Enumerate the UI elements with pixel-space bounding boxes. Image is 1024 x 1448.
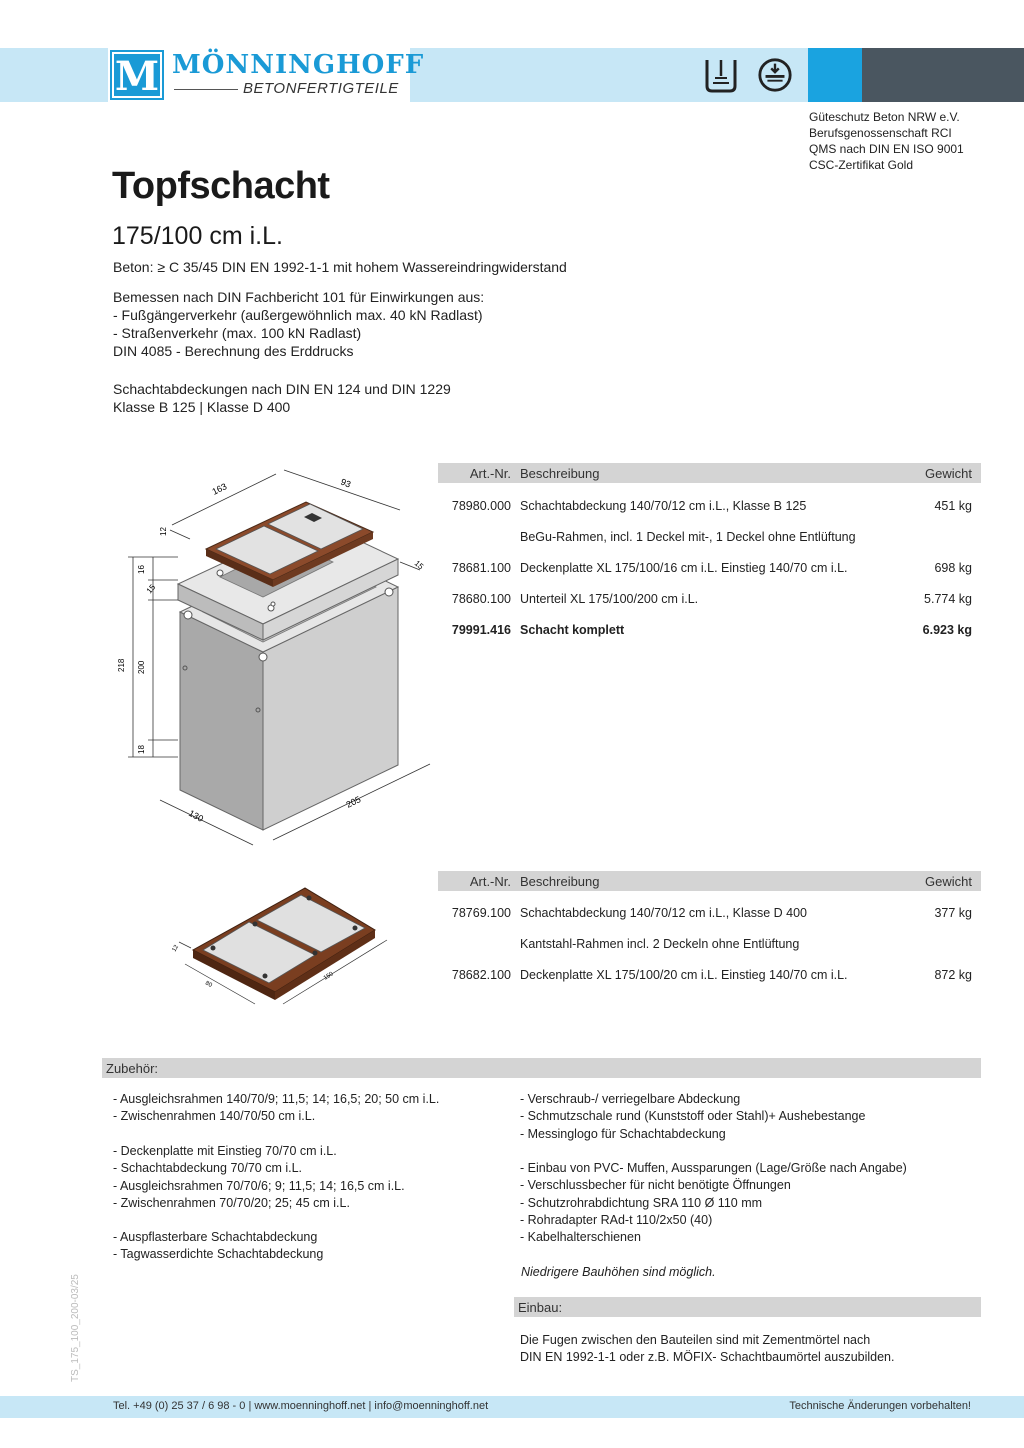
- dim-slab-height-2: 15: [144, 582, 158, 596]
- cert-line: QMS nach DIN EN ISO 9001: [809, 142, 964, 156]
- cert-line: Berufsgenossenschaft RCI: [809, 126, 952, 140]
- list-item: - Schachtabdeckung 70/70 cm i.L.: [113, 1161, 303, 1176]
- logo-subtitle: BETONFERTIGTEILE: [243, 80, 399, 97]
- description: Schacht komplett: [520, 623, 625, 637]
- dim-base-width: 130: [187, 807, 206, 824]
- description: Deckenplatte XL 175/100/16 cm i.L. Einstieg 140/70 cm i.L.: [520, 561, 848, 575]
- height-note: Niedrigere Bauhöhen sind möglich.: [521, 1265, 716, 1279]
- dim-top-length: 163: [210, 481, 229, 497]
- accessories-left-group-2: [113, 1143, 405, 1212]
- accessories-right-group-2: [520, 1160, 907, 1246]
- dim-base-height: 18: [137, 745, 146, 754]
- dim-right-height: 15: [412, 558, 426, 572]
- dim-total-height: 218: [117, 658, 126, 672]
- weight: 377 kg: [934, 906, 972, 920]
- table-row: [438, 530, 981, 548]
- dim-cover-height: 12: [159, 527, 168, 536]
- dim-slab-height: 16: [137, 565, 146, 574]
- dim-length: 150: [322, 971, 335, 982]
- accessories-right-group-1: [520, 1091, 865, 1143]
- concrete-spec: Beton: ≥ C 35/45 DIN EN 1992-1-1 mit hohem Wassereindringwiderstand: [113, 259, 567, 275]
- table-header: [438, 463, 981, 483]
- install-text: [520, 1332, 894, 1367]
- page-subtitle: 175/100 cm i.L.: [112, 222, 283, 250]
- accessories-label: Zubehör:: [106, 1061, 159, 1076]
- col-art-header: Art.-Nr.: [469, 874, 511, 889]
- weight: 5.774 kg: [924, 592, 972, 606]
- dim-height: 12: [171, 944, 181, 953]
- list-item: - Verschlussbecher für nicht benötigte Öffnungen: [520, 1178, 791, 1193]
- description: Kantstahl-Rahmen incl. 2 Deckeln ohne Entlüftung: [520, 937, 800, 951]
- dim-base-length: 205: [344, 794, 363, 810]
- list-item: - Zwischenrahmen 70/70/20; 25; 45 cm i.L.: [113, 1195, 350, 1210]
- cover-spec: [113, 380, 451, 416]
- weight: 6.923 kg: [922, 623, 972, 637]
- footer: [0, 1396, 1024, 1418]
- description: Unterteil XL 175/100/200 cm i.L.: [520, 592, 699, 606]
- logo-divider: [174, 89, 238, 90]
- dim-top-width: 93: [339, 476, 353, 490]
- design-line: - Straßenverkehr (max. 100 kN Radlast): [113, 325, 362, 341]
- design-line: - Fußgängerverkehr (außergewöhnlich max. 40 kN Radlast): [113, 307, 483, 323]
- art-number: 79991.416: [451, 623, 511, 637]
- logo-mark: M: [112, 52, 162, 98]
- install-section-bar: [514, 1297, 981, 1317]
- table-header: [438, 871, 981, 891]
- footer-notice: Technische Änderungen vorbehalten!: [789, 1400, 971, 1412]
- accessories-section-bar: [102, 1058, 981, 1078]
- cover-line: Schachtabdeckungen nach DIN EN 124 und DIN 1229: [113, 381, 451, 397]
- list-item: - Auspflasterbare Schachtabdeckung: [113, 1230, 318, 1244]
- certifications: [809, 109, 964, 173]
- list-item: - Verschraub-/ verriegelbare Abdeckung: [520, 1092, 741, 1106]
- art-number: 78769.100: [451, 906, 511, 920]
- list-item: - Schmutzschale rund (Kunststoff oder Stahl)+ Aushebestange: [520, 1109, 866, 1124]
- description: Deckenplatte XL 175/100/20 cm i.L. Einstieg 140/70 cm i.L.: [520, 968, 848, 982]
- table-row: [438, 906, 981, 924]
- load-class-icon: [757, 56, 793, 94]
- accessories-left-group-3: [113, 1229, 323, 1264]
- list-item: - Ausgleichsrahmen 70/70/6; 9; 11,5; 14; 16,5 cm i.L.: [113, 1178, 405, 1193]
- design-line: Bemessen nach DIN Fachbericht 101 für Einwirkungen aus:: [113, 289, 485, 305]
- col-weight-header: Gewicht: [925, 466, 972, 481]
- weight: 698 kg: [934, 561, 972, 575]
- list-item: - Messinglogo für Schachtabdeckung: [520, 1126, 726, 1141]
- header-dark-block: [862, 48, 1024, 102]
- table-row-total: [438, 623, 981, 641]
- cert-line: Güteschutz Beton NRW e.V.: [809, 110, 960, 124]
- list-item: - Deckenplatte mit Einstieg 70/70 cm i.L.: [113, 1144, 337, 1158]
- art-number: 78681.100: [451, 561, 511, 575]
- description: Schachtabdeckung 140/70/12 cm i.L., Klasse B 125: [520, 499, 807, 513]
- cover-d400-drawing: [165, 880, 395, 1010]
- list-item: - Tagwasserdichte Schachtabdeckung: [113, 1247, 324, 1262]
- description: BeGu-Rahmen, incl. 1 Deckel mit-, 1 Deckel ohne Entlüftung: [520, 530, 856, 544]
- weight: 451 kg: [934, 499, 972, 513]
- install-line: DIN EN 1992-1-1 oder z.B. MÖFIX- Schachtbaumörtel auszubilden.: [520, 1350, 895, 1365]
- col-desc-header: Beschreibung: [520, 874, 600, 889]
- page-title: Topfschacht: [112, 165, 330, 207]
- accessories-left-group-1: [113, 1091, 439, 1126]
- install-line: Die Fugen zwischen den Bauteilen sind mit Zementmörtel nach: [520, 1333, 871, 1347]
- shaft-assembly-drawing: [108, 462, 438, 852]
- design-spec: [113, 288, 484, 360]
- footer-contact: Tel. +49 (0) 25 37 / 6 98 - 0 | www.moenninghoff.net | info@moenninghoff.net: [113, 1400, 489, 1412]
- table-row: [438, 937, 981, 955]
- dim-width: 80: [204, 980, 213, 989]
- table-row: [438, 968, 981, 986]
- list-item: - Einbau von PVC- Muffen, Aussparungen (Lage/Größe nach Angabe): [520, 1161, 907, 1175]
- table-row: [438, 561, 981, 579]
- water-protection-icon: [703, 56, 739, 94]
- logo-brand-name: MÖNNINGHOFF: [172, 50, 425, 80]
- table-row: [438, 592, 981, 610]
- col-weight-header: Gewicht: [925, 874, 972, 889]
- document-code: TS_175_100_200-03/25: [70, 1274, 81, 1382]
- design-line: DIN 4085 - Berechnung des Erddrucks: [113, 343, 354, 359]
- dim-body-height: 200: [137, 660, 146, 674]
- list-item: - Ausgleichsrahmen 140/70/9; 11,5; 14; 16,5; 20; 50 cm i.L.: [113, 1092, 440, 1106]
- art-number: 78680.100: [451, 592, 511, 606]
- install-label: Einbau:: [518, 1300, 563, 1315]
- col-desc-header: Beschreibung: [520, 466, 600, 481]
- weight: 872 kg: [934, 968, 972, 982]
- cert-line: CSC-Zertifikat Gold: [809, 158, 914, 172]
- list-item: - Kabelhalterschienen: [520, 1230, 641, 1245]
- table-row: [438, 499, 981, 517]
- description: Schachtabdeckung 140/70/12 cm i.L., Klasse D 400: [520, 906, 807, 920]
- list-item: - Rohradapter RAd-t 110/2x50 (40): [520, 1212, 713, 1227]
- list-item: - Schutzrohrabdichtung SRA 110 Ø 110 mm: [520, 1195, 763, 1210]
- header-accent-block: [808, 48, 862, 102]
- cover-line: Klasse B 125 | Klasse D 400: [113, 399, 291, 415]
- art-number: 78682.100: [451, 968, 511, 982]
- art-number: 78980.000: [451, 499, 511, 513]
- list-item: - Zwischenrahmen 140/70/50 cm i.L.: [113, 1109, 316, 1124]
- col-art-header: Art.-Nr.: [469, 466, 511, 481]
